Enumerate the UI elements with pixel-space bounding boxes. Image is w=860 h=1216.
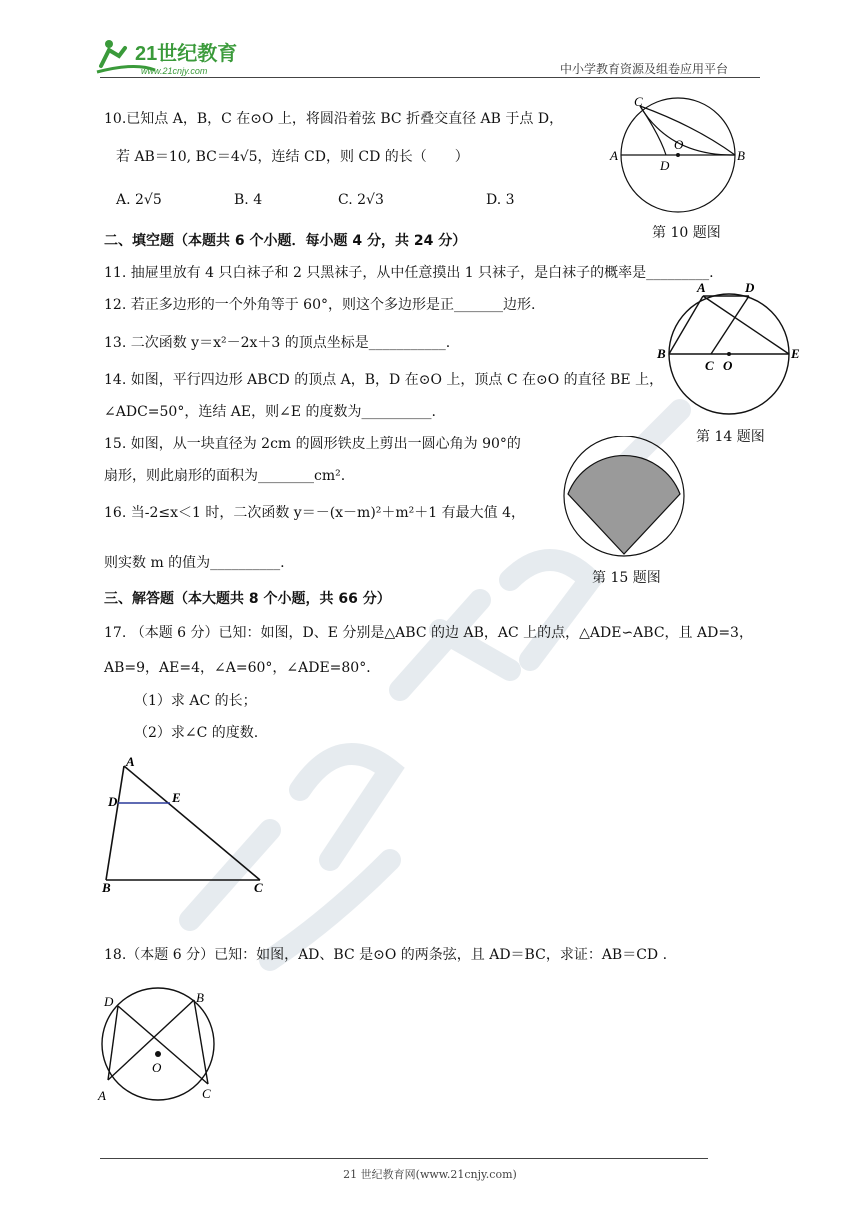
- fig17-label-b: B: [102, 880, 111, 895]
- header-divider: [100, 77, 760, 78]
- q10-option-b: B. 4: [234, 192, 263, 208]
- figure-q15: [560, 436, 690, 566]
- footer-text: 21 世纪教育网(www.21cnjy.com): [343, 1168, 517, 1181]
- logo-icon: [95, 36, 255, 78]
- figure-q17: [98, 756, 278, 896]
- fig10-label-d: D: [660, 158, 670, 173]
- fig15-caption: 第 15 题图: [592, 570, 661, 586]
- figure-q18: [96, 986, 226, 1106]
- fig14-label-o: O: [723, 358, 733, 373]
- fig10-label-b: B: [737, 148, 745, 163]
- fig18-label-d: D: [104, 994, 114, 1009]
- logo-title: 21世纪教育: [135, 43, 238, 65]
- q14-line2: ∠ADC=50°，连结 AE，则∠E 的度数为__________.: [104, 404, 436, 420]
- fig14-label-a: A: [697, 280, 706, 295]
- q13: 13. 二次函数 y＝x²－2x＋3 的顶点坐标是___________.: [104, 335, 451, 351]
- q10-option-c: C. 2√3: [338, 192, 384, 208]
- q12: 12. 若正多边形的一个外角等于 60°，则这个多边形是正_______边形.: [104, 297, 536, 313]
- fig17-label-e: E: [172, 790, 181, 805]
- section2-title: 二、填空题（本题共 6 个小题．每小题 4 分，共 24 分）: [104, 233, 467, 249]
- q15-line2: 扇形，则此扇形的面积为________cm².: [104, 468, 346, 484]
- q17-sub1: （1）求 AC 的长；: [134, 693, 257, 709]
- fig14-caption: 第 14 题图: [696, 429, 765, 445]
- fig18-label-o: O: [152, 1060, 162, 1075]
- q17-line2: AB=9，AE=4，∠A=60°，∠ADE=80°．: [104, 660, 381, 676]
- fig14-label-d: D: [745, 280, 755, 295]
- q10-line2: 若 AB＝10, BC＝4√5，连结 CD，则 CD 的长（ ）: [116, 149, 469, 165]
- logo-subtitle: www.21cnjy.com: [141, 66, 208, 76]
- figure-q10: [600, 96, 760, 216]
- q16-line2: 则实数 m 的值为__________.: [104, 555, 285, 571]
- fig10-caption: 第 10 题图: [652, 225, 721, 241]
- fig18-label-c: C: [202, 1086, 211, 1101]
- q11: 11. 抽屉里放有 4 只白袜子和 2 只黑袜子，从中任意摸出 1 只袜子，是白袜子的概率是_________.: [104, 265, 714, 281]
- platform-label: 中小学教育资源及组卷应用平台: [560, 62, 729, 76]
- fig14-label-b: B: [657, 346, 666, 361]
- figure-q14: [655, 278, 805, 418]
- q10-option-d: D. 3: [486, 192, 515, 208]
- fig10-label-c: C: [634, 96, 643, 109]
- fig10-label-a: A: [610, 148, 618, 163]
- q15-line1: 15. 如图，从一块直径为 2cm 的圆形铁皮上剪出一圆心角为 90°的: [104, 436, 521, 452]
- fig10-label-o: O: [674, 137, 684, 152]
- q17-line1: 17. （本题 6 分）已知：如图，D、E 分别是△ABC 的边 AB，AC 上的点，△ADE∽ABC，且 AD=3，: [104, 625, 753, 641]
- q10-line1: 10.已知点 A，B，C 在⊙O 上，将圆沿着弦 BC 折叠交直径 AB 于点 D，: [104, 111, 564, 127]
- q10-option-a: A. 2√5: [116, 192, 162, 208]
- fig17-label-d: D: [108, 794, 118, 809]
- q17-sub2: （2）求∠C 的度数.: [134, 725, 259, 741]
- logo: [95, 36, 255, 78]
- fig14-label-c: C: [705, 358, 714, 373]
- fig17-label-a: A: [126, 756, 135, 769]
- fig18-label-a: A: [98, 1088, 106, 1103]
- footer-divider: [100, 1158, 708, 1159]
- section3-title: 三、解答题（本大题共 8 个小题，共 66 分）: [104, 591, 391, 607]
- fig14-label-e: E: [791, 346, 800, 361]
- q18-line: 18.（本题 6 分）已知：如图，AD、BC 是⊙O 的两条弦，且 AD＝BC，求证：AB＝CD .: [104, 947, 668, 963]
- q16-line1: 16. 当-2≤x＜1 时，二次函数 y＝－(x－m)²＋m²＋1 有最大值 4，: [104, 505, 526, 521]
- fig18-label-b: B: [196, 990, 204, 1005]
- fig17-label-c: C: [254, 880, 263, 895]
- q14-line1: 14. 如图，平行四边形 ABCD 的顶点 A，B，D 在⊙O 上，顶点 C 在⊙O 的直径 BE 上，: [104, 372, 664, 388]
